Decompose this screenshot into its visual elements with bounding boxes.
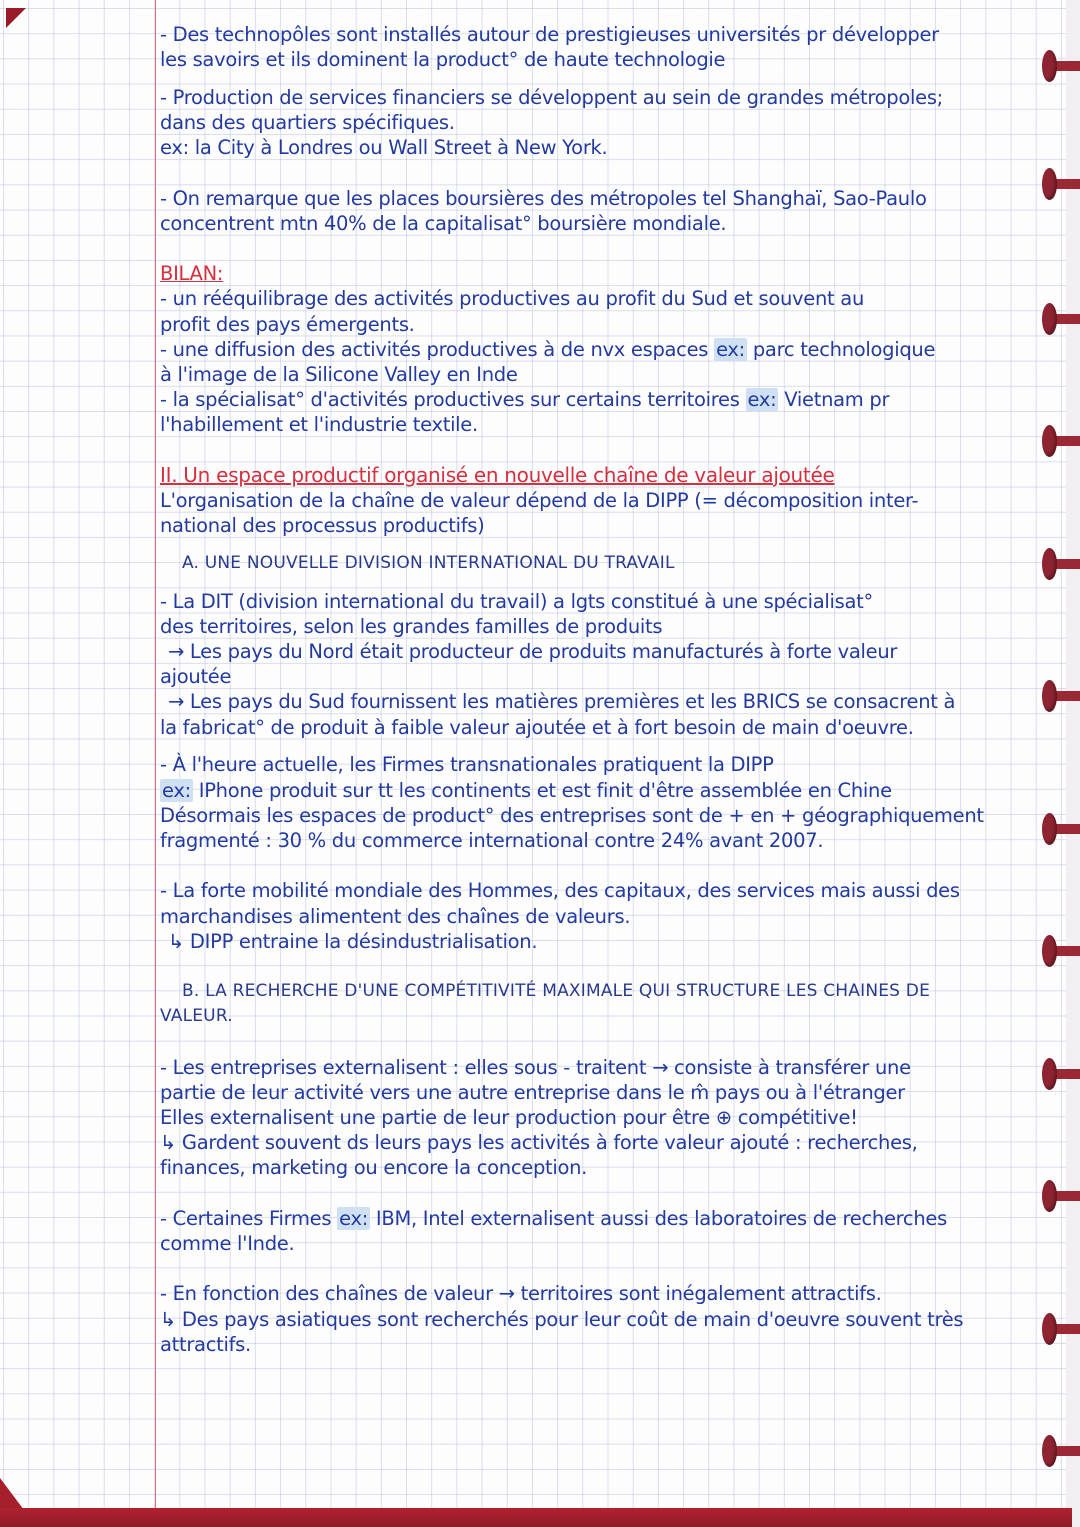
example-highlight: ex:	[716, 337, 745, 361]
text-line: - La forte mobilité mondiale des Hommes, des capitaux, des services mais aussi des	[160, 879, 960, 903]
binder-ring-icon	[1042, 680, 1080, 710]
text-line: ajoutée	[160, 665, 232, 689]
cover-corner-top-left	[6, 8, 26, 28]
text-line: à l'image de la Silicone Valley en Inde	[160, 363, 518, 387]
text-line: - la spécialisat° d'activités productives sur certains territoires ex: Vietnam pr	[160, 388, 890, 412]
binder-ring-icon	[1042, 935, 1080, 965]
text-line: les savoirs et ils dominent la product° de haute technologie	[160, 48, 726, 72]
text-line: - Les entreprises externalisent : elles sous - traitent → consiste à transférer une	[160, 1055, 911, 1079]
text-line: ex: IPhone produit sur tt les continents et est finit d'être assemblée en Chine	[162, 778, 892, 802]
text-line: Désormais les espaces de product° des entreprises sont de + en + géographiquement	[160, 803, 984, 827]
example-highlight: ex:	[339, 1206, 369, 1230]
binder-ring-icon	[1042, 1313, 1080, 1343]
text-line: comme l'Inde.	[160, 1232, 295, 1255]
text-line: → Les pays du Nord était producteur de produits manufacturés à forte valeur	[168, 640, 898, 664]
text-line: → Les pays du Sud fournissent les matières premières et les BRICS se consacrent à	[168, 690, 956, 714]
binder-ring-icon	[1042, 50, 1080, 80]
text-line: attractifs.	[160, 1332, 251, 1356]
text-line: - un rééquilibrage des activités productives au profit du Sud et souvent au	[160, 287, 864, 311]
text-line: ↳ Des pays asiatiques sont recherchés pour leur coût de main d'oeuvre souvent très	[160, 1307, 964, 1331]
text-line: - En fonction des chaînes de valeur → territoires sont inégalement attractifs.	[160, 1282, 882, 1306]
text-line: L'organisation de la chaîne de valeur dépend de la DIPP (= décomposition inter-	[160, 488, 919, 512]
cover-bottom-edge	[0, 1508, 1072, 1527]
text-line: concentrent mtn 40% de la capitalisat° boursière mondiale.	[160, 211, 727, 235]
text-line: - La DIT (division international du travail) a lgts constitué à une spécialisat°	[160, 589, 873, 613]
binder-ring-icon	[1042, 1435, 1080, 1465]
notes-content	[160, 22, 1045, 1357]
binder-ring-icon	[1042, 303, 1080, 333]
text-line: ex: la City à Londres ou Wall Street à New York.	[160, 136, 608, 160]
subsection-a-title: A. UNE NOUVELLE DIVISION INTERNATIONAL DU TRAVAIL	[182, 552, 675, 573]
binder-ring-icon	[1042, 548, 1080, 578]
bilan-title: BILAN:	[160, 262, 224, 286]
text-line: ↳ DIPP entraine la désindustrialisation.	[168, 929, 538, 953]
subsection-b-title: B. LA RECHERCHE D'UNE COMPÉTITIVITÉ MAXIMALE QUI STRUCTURE LES CHAINES DE	[182, 981, 931, 1002]
text-line: partie de leur activité vers une autre entreprise dans le m̂ pays ou à l'étranger	[160, 1080, 905, 1104]
text-line: marchandises alimentent des chaînes de valeurs.	[160, 904, 631, 928]
binder-ring-icon	[1042, 1058, 1080, 1088]
text-line: l'habillement et l'industrie textile.	[160, 413, 478, 437]
binder-ring-icon	[1042, 168, 1080, 198]
text-line: - Des technopôles sont installés autour de prestigieuses universités pr développer	[160, 23, 939, 46]
subsection-b-title-cont: VALEUR.	[160, 1006, 233, 1027]
text-line: - une diffusion des activités productives à de nvx espaces ex: parc technologique	[160, 337, 936, 361]
binder-ring-icon	[1042, 425, 1080, 455]
text-line: - On remarque que les places boursières des métropoles tel Shanghaï, Sao-Paulo	[160, 186, 927, 210]
text-line: national des processus productifs)	[160, 514, 485, 538]
margin-line	[155, 0, 156, 1508]
text-line: fragmenté : 30 % du commerce international contre 24% avant 2007.	[160, 829, 824, 852]
example-highlight: ex:	[747, 388, 777, 412]
binder-ring-icon	[1042, 1180, 1080, 1210]
binder-ring-icon	[1042, 813, 1080, 843]
section-2-title: II. Un espace productif organisé en nouvelle chaîne de valeur ajoutée	[160, 462, 835, 487]
text-line: des territoires, selon les grandes familles de produits	[160, 614, 663, 638]
text-line: dans des quartiers spécifiques.	[160, 111, 455, 135]
text-line: la fabricat° de produit à faible valeur ajoutée et à fort besoin de main d'oeuvre.	[160, 715, 914, 739]
text-line: Elles externalisent une partie de leur production pour être ⊕ compétitive!	[160, 1106, 858, 1130]
example-highlight: ex:	[162, 778, 191, 802]
text-line: profit des pays émergents.	[160, 312, 415, 336]
text-line: - Production de services financiers se développent au sein de grandes métropoles;	[160, 85, 943, 109]
text-line: finances, marketing ou encore la conception.	[160, 1156, 588, 1180]
text-line: - À l'heure actuelle, les Firmes transnationales pratiquent la DIPP	[160, 753, 774, 777]
text-line: - Certaines Firmes ex: IBM, Intel externalisent aussi des laboratoires de recherches	[160, 1206, 947, 1230]
text-line: ↳ Gardent souvent ds leurs pays les activités à forte valeur ajouté : recherches,	[160, 1131, 918, 1155]
cover-corner-bottom-left	[0, 1478, 24, 1510]
